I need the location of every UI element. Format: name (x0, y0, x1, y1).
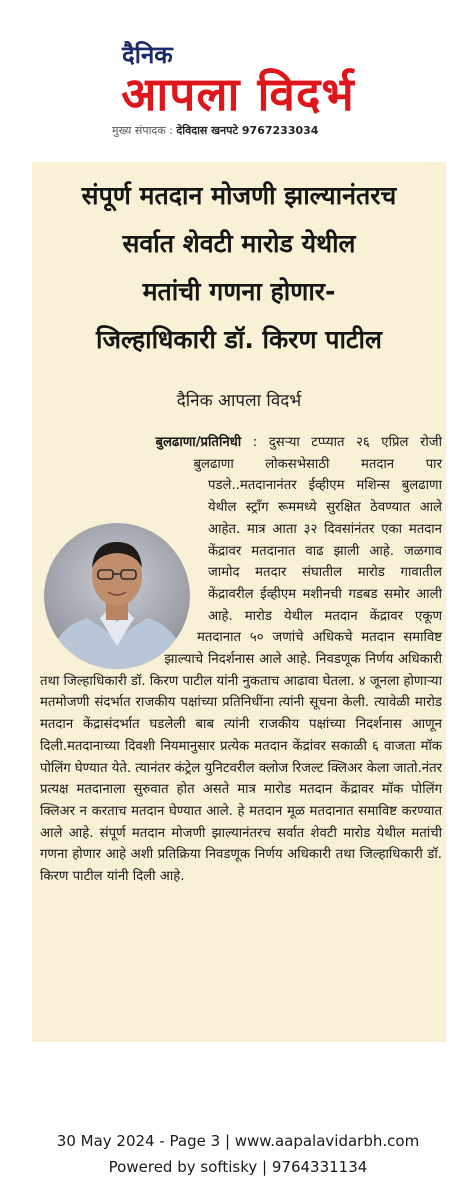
footer-credit-line: Powered by softisky | 9764331134 (108, 1158, 368, 1176)
headline-line: संपूर्ण मतदान मोजणी झाल्यानंतरच (81, 181, 397, 210)
masthead-small-title: दैनिक (122, 41, 173, 69)
page-footer (0, 1132, 476, 1184)
person-photo (32, 520, 202, 672)
editor-label: मुख्य संपादक : (112, 124, 173, 137)
dateline: बुलढाणा/प्रतिनिधी (155, 435, 242, 450)
masthead (0, 0, 476, 150)
footer-date-line: 30 May 2024 - Page 3 | www.aapalavidarbh.com (56, 1132, 420, 1150)
article-byline: दैनिक आपला विदर्भ (176, 391, 302, 411)
editor-name: देविदास खनपटे 9767233034 (176, 124, 319, 137)
article-text: : दुसऱ्या टप्प्यात २६ एप्रिल रोजी बुलढाणा लोकसभेसाठी मतदान पार पडले..मतदानानंतर ईव्हीएम मशिन्स बुलढाणा येथील स्ट्रॉंग रूममध्ये सुरक्षित ठेवण्यात आले आहेत. मात्र आता ३२ दिवसांनंतर एका मतदान केंद्रावर मतदानात वाढ झाली आहे. जळगाव जामोद मतदार संघातील मारोड गावातील केंद्रावरील ईव्हीएम मशीनची गडबड समोर आली आहे. मारोड येथील मतदान केंद्रावर एकूण मतदानात ५० जणांचे अधिकचे मतदान समाविष्ट झाल्याचे निदर्शनास आले आहे. निवडणूक निर्णय अधिकारी तथा जिल्हाधिकारी डॉ. किरण पाटील यांनी नुकताच आढावा घेतला. ४ जूनला होणाऱ्या मतमोजणी संदर्भात राजकीय पक्षांच्या प्रतिनिधींना त्यांनी सूचना केली. त्यावेळी मारोड मतदान केंद्रासंदर्भात घडलेली बाब त्यांनी राजकीय पक्षांच्या निदर्शनास आणून दिली.मतदानाच्या दिवशी नियमानुसार प्रत्येक मतदान केंद्रांवर सकाळी ६ वाजता मॉक पोलिंग घेण्यात येते. त्यानंतर कंट्रेल युनिटवरील क्लोज रिजल्ट क्लिअर केला जातो.नंतर प्रत्यक्ष मतदानाला सुरुवात होत असते मात्र मारोड मतदान केंद्रावर मॉक पोलिंग क्लिअर न करताच मतदान घेण्यात आले. हे मतदान मूळ मतदानात समाविष्ट करण्यात आले आहे. संपूर्ण मतदान मोजणी झाल्यानंतरच सर्वात शेवटी मारोड येथील मतांची गणना होणार आहे अशी प्रतिक्रिया निवडणूक निर्णय अधिकारी तथा जिल्हाधिकारी डॉ. किरण पाटील यांनी दिली आहे. (40, 435, 442, 885)
editor-line (112, 123, 318, 138)
headline-line: जिल्हाधिकारी डॉ. किरण पाटील (96, 325, 382, 354)
headline-line: मतांची गणना होणार- (142, 277, 336, 306)
article-headline (32, 172, 446, 364)
masthead-title: आपला विदर्भ (121, 67, 355, 121)
headline-line: सर्वात शेवटी मारोड येथील (122, 229, 356, 258)
article-body (40, 432, 442, 888)
